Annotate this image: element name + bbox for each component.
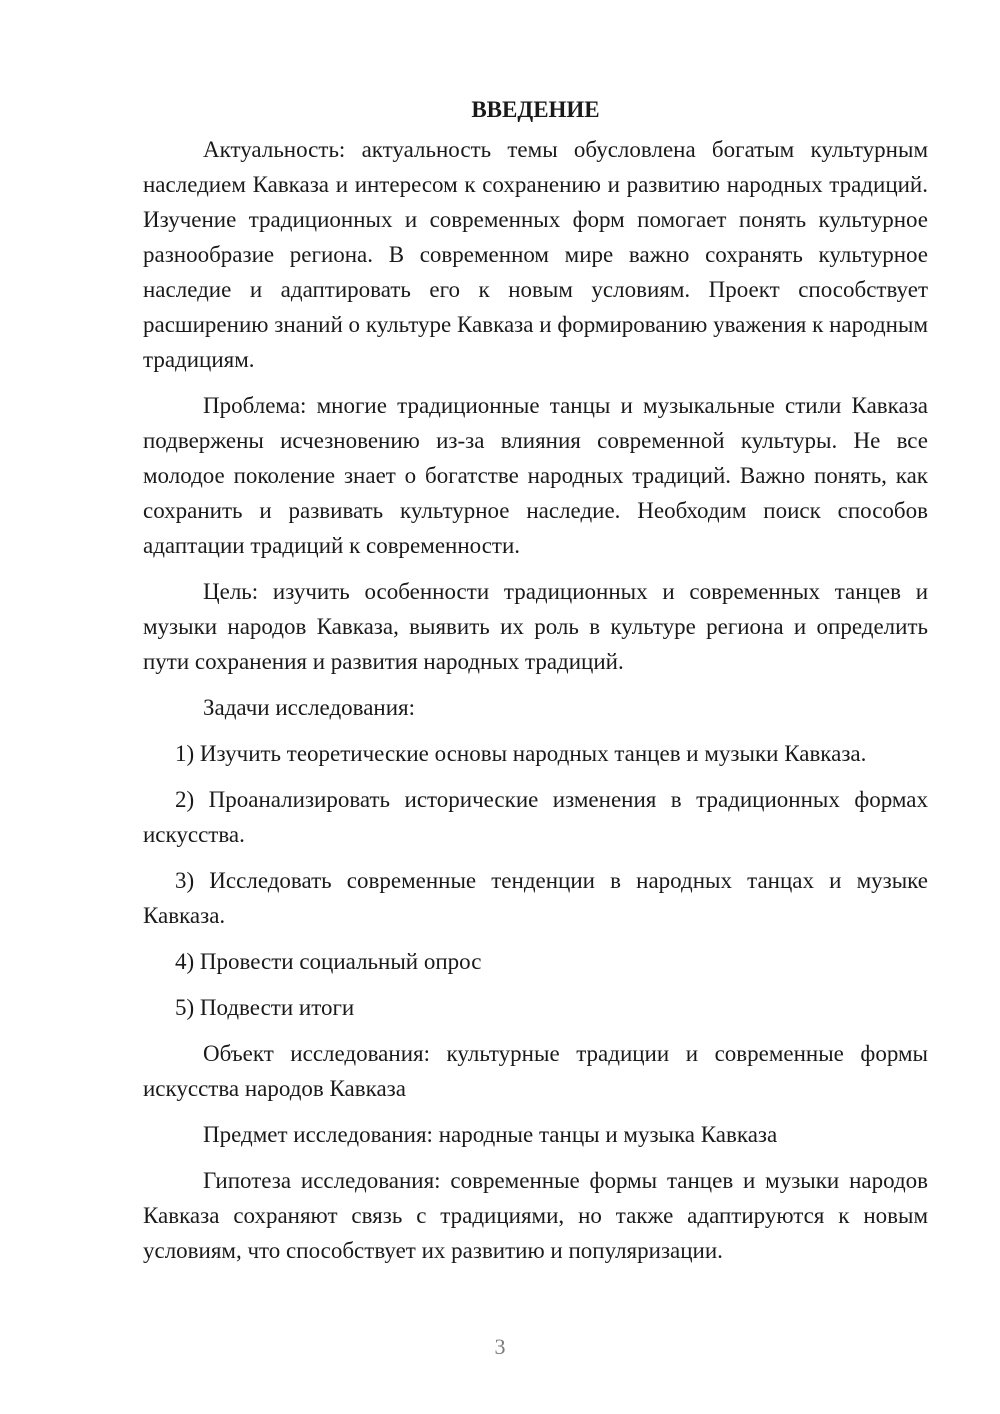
hypothesis-paragraph: Гипотеза исследования: современные формы танцев и музыки народов Кавказа сохраняют связь с традициями, но также адаптируются к новым условиям, что способствует их развитию и популяризации. bbox=[143, 1168, 928, 1263]
problem-paragraph: Проблема: многие традиционные танцы и музыкальные стили Кавказа подвержены исчезновению из-за влияния современной культуры. Не все молодое поколение знает о богатстве народных традиций. Важно понять, как сохранить и развивать культурное наследие. Необходим поиск способов адаптации традиций к современности. bbox=[143, 393, 928, 558]
task-item-3: 3) Исследовать современные тенденции в народных танцах и музыке Кавказа. bbox=[143, 868, 928, 928]
relevance-paragraph: Актуальность: актуальность темы обусловлена богатым культурным наследием Кавказа и интересом к сохранению и развитию народных традиций. Изучение традиционных и современных форм помогает понять культурное разнообразие региона. В современном мире важно сохранять культурное наследие и адаптировать его к новым условиям. Проект способствует расширению знаний о культуре Кавказа и формированию уважения к народным традициям. bbox=[143, 137, 928, 372]
goal-paragraph: Цель: изучить особенности традиционных и современных танцев и музыки народов Кавказа, выявить их роль в культуре региона и определить пути сохранения и развития народных традиций. bbox=[143, 579, 928, 674]
task-item-1: 1) Изучить теоретические основы народных танцев и музыки Кавказа. bbox=[175, 741, 867, 766]
page-number: 3 bbox=[494, 1334, 506, 1359]
section-title: ВВЕДЕНИЕ bbox=[471, 97, 600, 122]
tasks-heading: Задачи исследования: bbox=[203, 695, 416, 720]
subject-paragraph: Предмет исследования: народные танцы и музыка Кавказа bbox=[203, 1122, 778, 1147]
task-item-2: 2) Проанализировать исторические изменения в традиционных формах искусства. bbox=[143, 787, 928, 847]
task-item-5: 5) Подвести итоги bbox=[175, 995, 355, 1020]
page-content bbox=[143, 95, 928, 1279]
task-item-4: 4) Провести социальный опрос bbox=[175, 949, 482, 974]
object-paragraph: Объект исследования: культурные традиции и современные формы искусства народов Кавказа bbox=[143, 1041, 928, 1101]
